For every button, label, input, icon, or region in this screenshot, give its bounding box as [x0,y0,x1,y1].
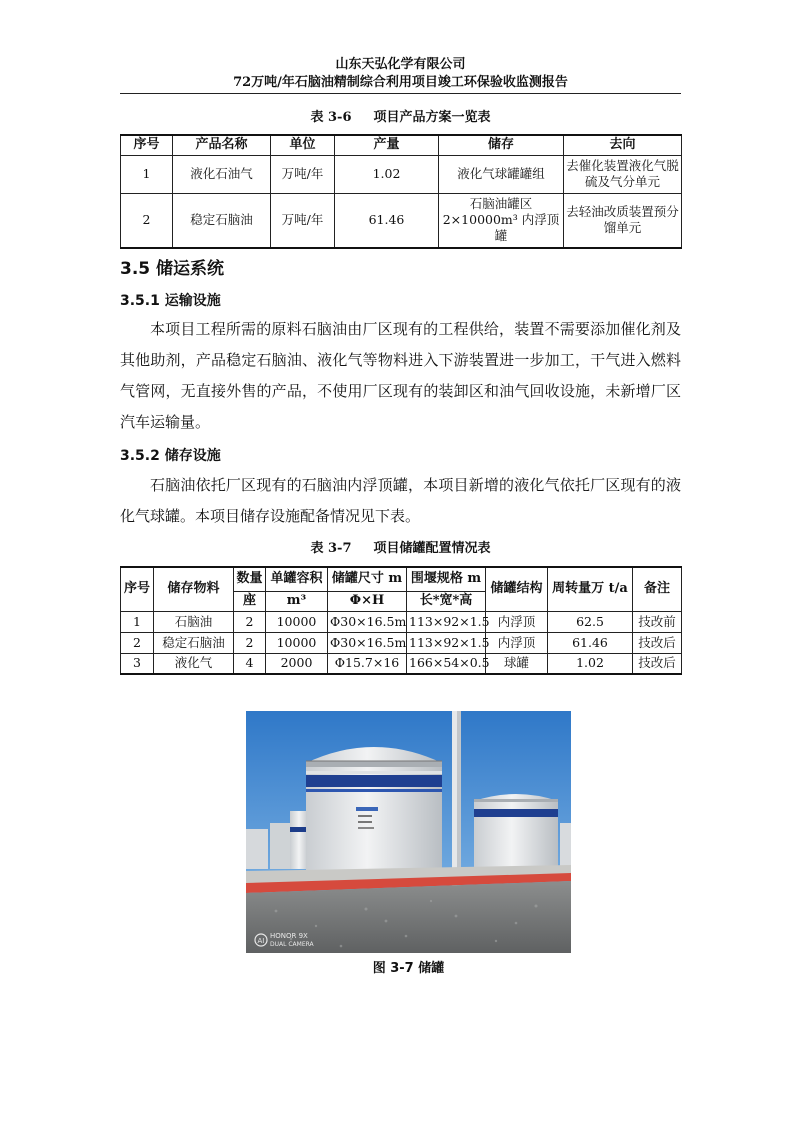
table-cell: 61.46 [548,632,633,653]
table-header-cell: 座 [234,591,266,611]
header-company: 山东天弘化学有限公司 [335,57,466,72]
table-cell: 2 [121,632,154,653]
figure-3-7-caption: 图 3-7 储罐 [372,961,445,976]
section-3-5-heading: 3.5 储运系统 [120,259,225,279]
table-cell: 万吨/年 [271,193,335,248]
table-cell: 石脑油 [154,611,234,632]
table-3-7-caption [120,537,681,556]
table-header-cell: 产量 [335,135,439,155]
section-3-5-2-body [120,470,681,532]
watermark-line-2: DUAL CAMERA [270,941,314,948]
table-3-6-caption [120,106,681,125]
header-rule [120,93,681,94]
table-cell: 去轻油改质装置预分馏单元 [564,193,682,248]
table-cell: 液化气球罐罐组 [439,155,564,193]
table-cell: Φ30×16.5m [328,632,407,653]
table-row [121,653,682,674]
table-3-7 [120,566,682,675]
table-3-7-number: 表 3-7 [310,541,352,556]
table-cell: 技改后 [633,632,682,653]
table-header-cell: 长*宽*高 [407,591,486,611]
table-row [121,193,682,248]
table-cell: 1 [121,611,154,632]
table-cell: 2 [121,193,173,248]
watermark-line-1: HONOR 9X [270,932,308,940]
table-cell: 2 [234,611,266,632]
table-cell: 液化石油气 [173,155,271,193]
table-cell: Φ15.7×16 [328,653,407,674]
table-header-cell: Φ×H [328,591,407,611]
paragraph: 本项目工程所需的原料石脑油由厂区现有的工程供给，装置不需要添加催化剂及其他助剂，产品稳定石脑油、液化气等物料进入下游装置进一步加工，干气进入燃料气管网，无直接外售的产品，不使用厂区现有的装卸区和油气回收设施，未新增厂区汽车运输量。 [120,320,681,431]
table-cell: 技改前 [633,611,682,632]
table-cell: 万吨/年 [271,155,335,193]
table-3-6-header-row [121,135,682,155]
table-header-cell: 单罐容积 [266,567,328,591]
table-cell: 4 [234,653,266,674]
svg-text:AI: AI [257,937,265,945]
table-cell: 2 [234,632,266,653]
table-cell: 1 [121,155,173,193]
section-3-5-1-body [120,314,681,438]
table-3-7-title: 项目储罐配置情况表 [373,541,491,556]
table-header-cell: 储存 [439,135,564,155]
table-cell: 62.5 [548,611,633,632]
table-header-cell: 备注 [633,567,682,611]
table-cell: 内浮顶 [486,611,548,632]
section-3-5-1-heading: 3.5.1 运输设施 [120,293,221,309]
table-cell: 113×92×1.5 [407,611,486,632]
header-report-title: 72万吨/年石脑油精制综合利用项目竣工环保验收监测报告 [233,75,568,90]
table-cell: 10000 [266,611,328,632]
table-cell: 10000 [266,632,328,653]
table-cell: 166×54×0.5 [407,653,486,674]
page-header [120,56,681,92]
table-cell: 技改后 [633,653,682,674]
table-3-7-header-row [121,567,682,591]
table-header-cell: 储存物料 [154,567,234,611]
table-3-6-number: 表 3-6 [310,110,352,125]
table-cell: 3 [121,653,154,674]
table-cell: 61.46 [335,193,439,248]
section-3-5-2-heading: 3.5.2 储存设施 [120,448,221,464]
table-header-cell: 单位 [271,135,335,155]
table-cell: 球罐 [486,653,548,674]
table-header-cell: m³ [266,591,328,611]
table-header-cell: 数量 [234,567,266,591]
table-header-cell: 去向 [564,135,682,155]
table-cell: Φ30×16.5m [328,611,407,632]
table-row [121,632,682,653]
table-row [121,155,682,193]
table-header-cell: 周转量万 t/a [548,567,633,611]
table-cell: 稳定石脑油 [173,193,271,248]
table-cell: 1.02 [548,653,633,674]
table-cell: 液化气 [154,653,234,674]
paragraph: 石脑油依托厂区现有的石脑油内浮顶罐，本项目新增的液化气依托厂区现有的液化气球罐。本项目储存设施配备情况见下表。 [120,476,681,525]
table-header-cell: 储罐尺寸 m [328,567,407,591]
table-cell: 1.02 [335,155,439,193]
storage-tank-photo [246,711,571,953]
table-header-cell: 围堰规格 m [407,567,486,591]
table-row [121,611,682,632]
table-cell: 去催化装置液化气脱硫及气分单元 [564,155,682,193]
table-cell: 稳定石脑油 [154,632,234,653]
table-cell: 2000 [266,653,328,674]
table-header-cell: 产品名称 [173,135,271,155]
table-header-cell: 储罐结构 [486,567,548,611]
table-header-cell: 序号 [121,567,154,611]
table-3-6-title: 项目产品方案一览表 [373,110,491,125]
table-cell: 石脑油罐区 2×10000m³ 内浮顶罐 [439,193,564,248]
table-cell: 113×92×1.5 [407,632,486,653]
table-3-6 [120,134,682,249]
table-cell: 内浮顶 [486,632,548,653]
table-header-cell: 序号 [121,135,173,155]
